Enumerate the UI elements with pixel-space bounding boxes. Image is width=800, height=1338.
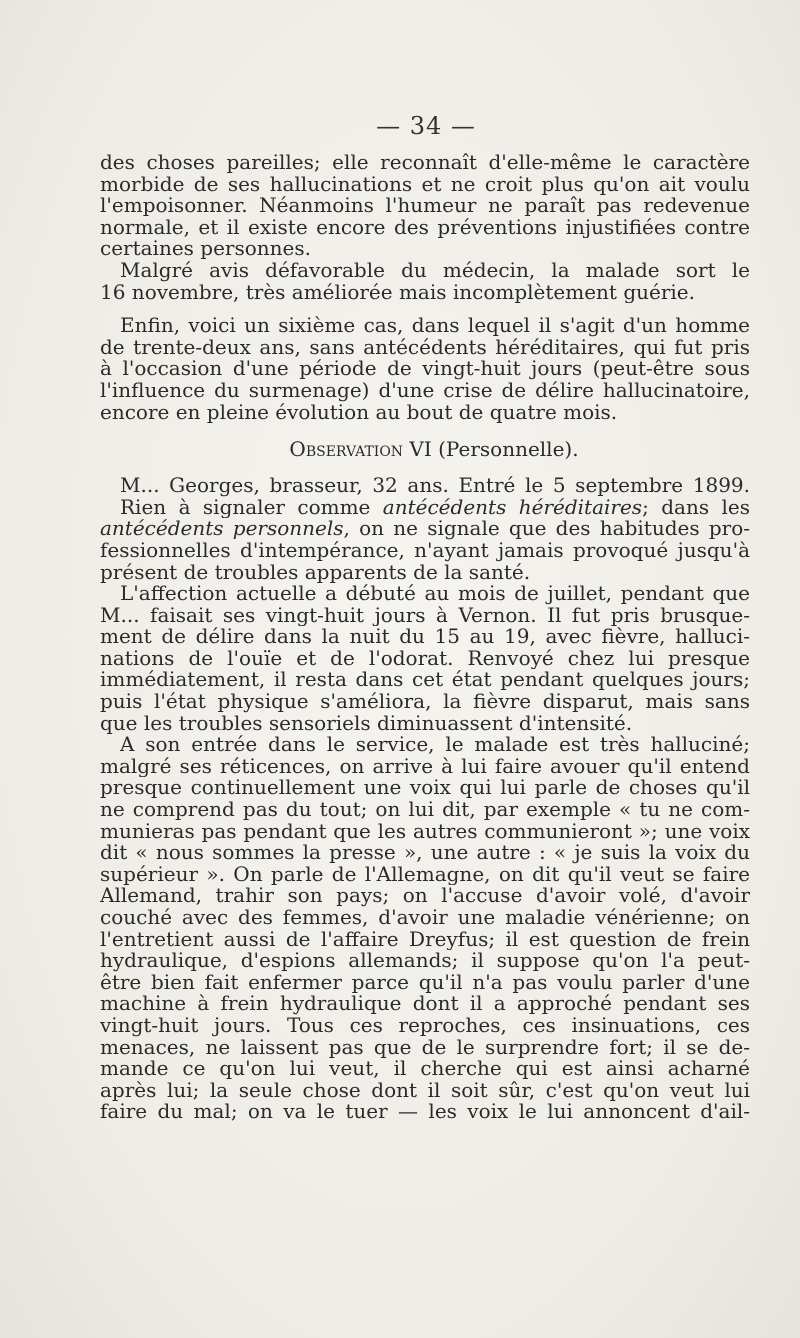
- text-line: l'entretient aussi de l'affaire Dreyfus; il est question de frein: [100, 928, 750, 951]
- paragraph-gap: [100, 303, 750, 315]
- text-line: dit « nous sommes la presse », une autre : « je suis la voix du: [100, 842, 750, 864]
- text-line: hydraulique, d'espions allemands; il suppose qu'on l'a peut-: [100, 950, 750, 972]
- text-run: , on ne signale que des habitudes pro-: [343, 518, 750, 540]
- text-line: machine à frein hydraulique dont il a approché pendant ses: [100, 993, 750, 1015]
- text-line: encore en pleine évolution au bout de quatre mois.: [100, 401, 618, 424]
- text-line: M... faisait ses vingt-huit jours à Vernon. Il fut pris brusque-: [100, 604, 750, 627]
- text-line: normale, et il existe encore des préventions injustifiées contre: [100, 216, 750, 239]
- text-line: des choses pareilles; elle reconnaît d'elle-même le caractère: [100, 152, 750, 174]
- text-line: l'empoisonner. Néanmoins l'humeur ne paraît pas redevenue: [100, 195, 750, 217]
- text-line: ne comprend pas du tout; on lui dit, par exemple « tu ne com-: [100, 799, 750, 821]
- text-line: L'affection actuelle a débuté au mois de juillet, pendant que: [120, 583, 750, 605]
- text-line: fessionnelles d'intempérance, n'ayant jamais provoqué jusqu'à: [100, 539, 750, 562]
- observation-number: VI: [409, 437, 432, 462]
- paragraph-sixth-case: [100, 315, 750, 423]
- paragraph-discharge: [100, 260, 750, 303]
- text-line: Allemand, trahir son pays; on l'accuse d'avoir volé, d'avoir: [100, 885, 750, 907]
- text-line: Malgré avis défavorable du médecin, la malade sort le: [120, 259, 750, 282]
- text-run: ; dans les: [642, 496, 750, 519]
- text-line: supérieur ». On parle de l'Allemagne, on dit qu'il veut se faire: [100, 863, 750, 886]
- text-line: couché avec des femmes, d'avoir une maladie vénérienne; on: [100, 907, 750, 929]
- text-line: que les troubles sensoriels diminuassent d'intensité.: [100, 712, 633, 735]
- text-line: certaines personnes.: [100, 238, 312, 260]
- observation-qualifier: (Personnelle).: [438, 437, 579, 462]
- text-line: [100, 518, 750, 540]
- body-text: [100, 152, 750, 1123]
- text-line: A son entrée dans le service, le malade est très halluciné;: [120, 734, 750, 756]
- text-line: munieras pas pendant que les autres communieront »; une voix: [100, 820, 750, 843]
- page-number: — 34 —: [376, 112, 476, 140]
- text-run: Rien à signaler comme: [120, 496, 383, 519]
- text-line: l'influence du surmenage) d'une crise de délire hallucinatoire,: [100, 379, 750, 402]
- text-line: morbide de ses hallucinations et ne croit plus qu'on ait voulu: [100, 173, 750, 196]
- text-line: à l'occasion d'une période de vingt-huit jours (peut-être sous: [100, 358, 750, 380]
- text-line: vingt-huit jours. Tous ces reproches, ces insinuations, ces: [100, 1014, 750, 1037]
- text-run-italic: antécédents héréditaires: [382, 496, 643, 519]
- text-line: après lui; la seule chose dont il soit sûr, c'est qu'on veut lui: [100, 1079, 750, 1102]
- text-line: de trente-deux ans, sans antécédents héréditaires, qui fut pris: [100, 336, 750, 359]
- heading-gap: [100, 461, 750, 475]
- text-line: Enfin, voici un sixième cas, dans lequel il s'agit d'un homme: [120, 315, 750, 337]
- text-line: malgré ses réticences, on arrive à lui faire avouer qu'il entend: [100, 755, 750, 778]
- text-line: M... Georges, brasseur, 32 ans. Entré le 5 septembre 1899.: [120, 475, 750, 497]
- observation-onset: [100, 583, 750, 734]
- text-line: présent de troubles apparents de la santé.: [100, 561, 531, 584]
- heading-gap: [100, 423, 750, 437]
- paragraph-continuation: [100, 152, 750, 260]
- observation-admission: [100, 734, 750, 1123]
- text-line: immédiatement, il resta dans cet état pendant quelques jours;: [100, 669, 750, 692]
- text-line: menaces, ne laissent pas que de le surprendre fort; il se de-: [100, 1036, 750, 1059]
- text-line: ment de délire dans la nuit du 15 au 19, avec fièvre, halluci-: [100, 626, 750, 648]
- text-line: puis l'état physique s'améliora, la fièvre disparut, mais sans: [100, 691, 750, 713]
- text-run-italic: antécédents personnels: [100, 518, 344, 540]
- text-line: presque continuellement une voix qui lui parle de choses qu'il: [100, 777, 750, 800]
- text-line: [100, 497, 750, 519]
- observation-heading: [100, 437, 750, 461]
- observation-label: Observation: [289, 437, 404, 462]
- text-line: être bien fait enfermer parce qu'il n'a pas voulu parler d'une: [100, 971, 750, 994]
- text-line: 16 novembre, très améliorée mais incomplètement guérie.: [100, 281, 695, 304]
- observation-identity: [100, 475, 750, 583]
- text-line: mande ce qu'on lui veut, il cherche qui est ainsi acharné: [100, 1058, 750, 1080]
- text-line: nations de l'ouïe et de l'odorat. Renvoyé chez lui presque: [100, 647, 750, 670]
- text-line: faire du mal; on va le tuer — les voix le lui annoncent d'ail-: [100, 1101, 750, 1123]
